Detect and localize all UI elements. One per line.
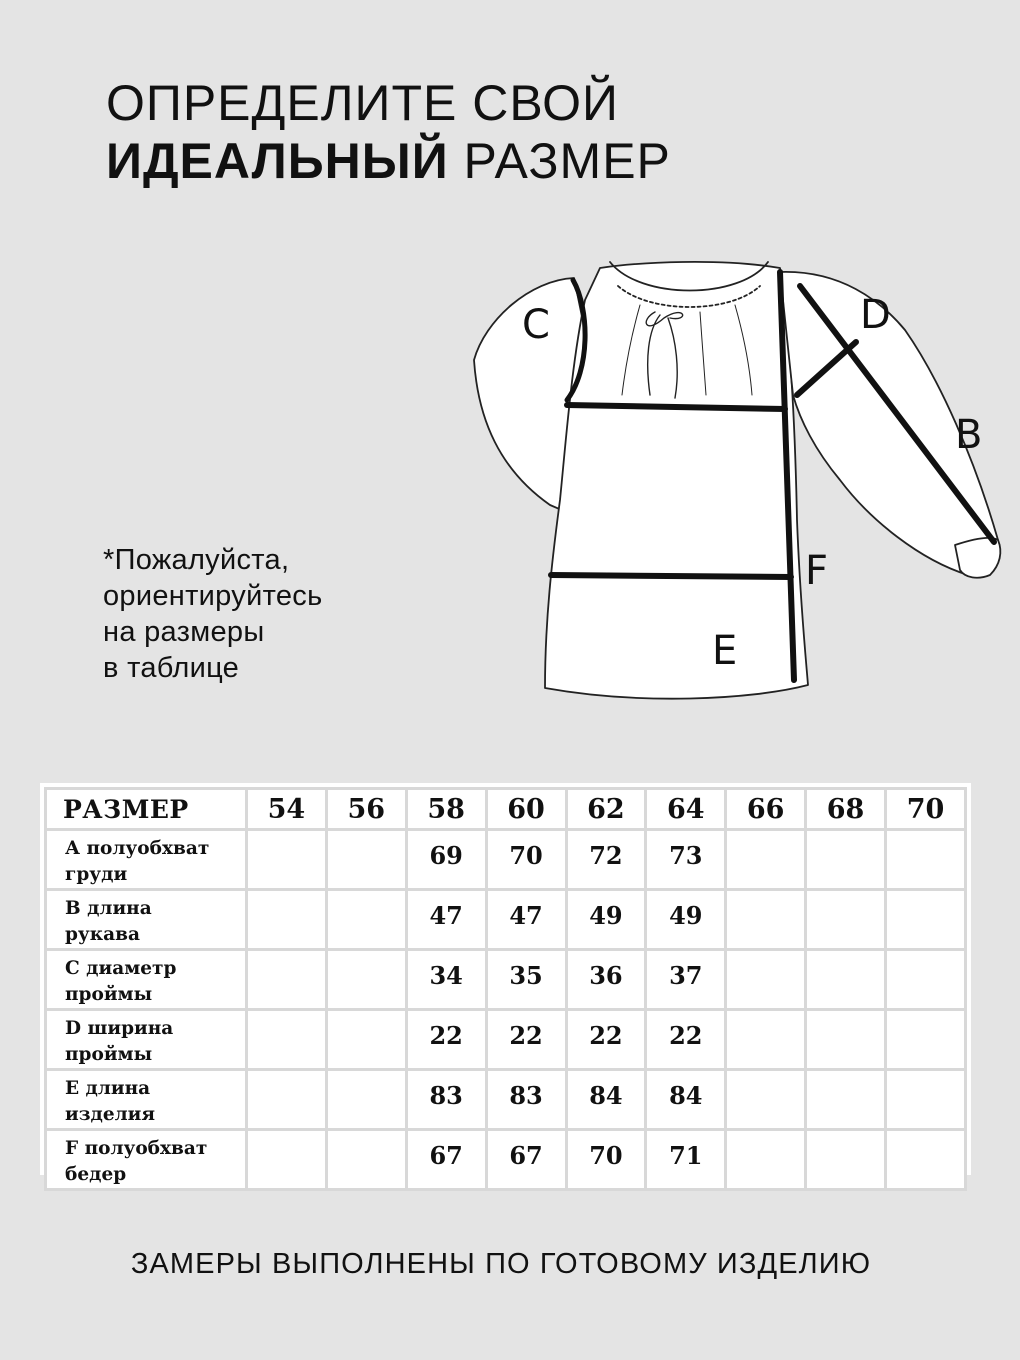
table-cell: 83 [408,1071,485,1128]
table-row [47,951,964,1008]
measurement-label-line: Е длина [65,1078,151,1099]
note-line: *Пожалуйста, [103,544,290,576]
table-cell [248,1011,325,1068]
table-cell: 49 [568,891,645,948]
table-cell: 37 [647,951,724,1008]
measurement-label-line: А полуобхват [65,838,210,859]
table-cell [328,1071,405,1128]
measurement-label-line: С диаметр [65,958,177,979]
label-f: F [805,548,829,594]
sizing-note [103,542,403,686]
label-d: D [860,292,891,338]
table-cell [248,1071,325,1128]
table-cell [248,1131,325,1188]
table-cell: 36 [568,951,645,1008]
table-cell [328,891,405,948]
table-cell [887,891,964,948]
size-col-header: 64 [647,790,724,828]
size-table-body [47,831,964,1188]
measurement-label-line: груди [65,864,128,885]
label-e: E [712,628,738,674]
table-cell: 67 [488,1131,565,1188]
table-cell [248,831,325,888]
table-cell [887,1131,964,1188]
table-cell [727,1011,804,1068]
size-header-row [47,790,964,828]
table-cell [887,1071,964,1128]
table-cell [887,1011,964,1068]
table-cell: 72 [568,831,645,888]
size-col-header: 62 [568,790,645,828]
measurement-label-line: рукава [65,924,140,945]
table-cell: 34 [408,951,485,1008]
measurement-label [47,1131,245,1188]
table-cell [807,951,884,1008]
blouse-measurement-diagram [460,245,1020,715]
table-cell [887,831,964,888]
size-col-header: 66 [727,790,804,828]
footer-note: ЗАМЕРЫ ВЫПОЛНЕНЫ ПО ГОТОВОМУ ИЗДЕЛИЮ [130,1248,872,1280]
table-cell: 49 [647,891,724,948]
size-col-header: 68 [807,790,884,828]
table-cell [727,1071,804,1128]
table-cell [807,1071,884,1128]
note-line: в таблице [103,652,240,684]
note-line: ориентируйтесь [103,580,323,612]
table-cell [807,831,884,888]
label-c: C [522,302,550,348]
table-cell: 70 [488,831,565,888]
measurement-label [47,891,245,948]
table-cell [887,951,964,1008]
hip-line-f [551,575,791,577]
chest-line-a [567,405,785,409]
table-cell [328,951,405,1008]
table-cell: 22 [568,1011,645,1068]
table-cell [328,1131,405,1188]
table-cell [727,1131,804,1188]
table-cell [248,951,325,1008]
table-cell: 35 [488,951,565,1008]
note-line: на размеры [103,616,265,648]
table-cell: 47 [408,891,485,948]
measurement-label-line: изделия [65,1104,156,1125]
table-cell: 73 [647,831,724,888]
size-col-header: 70 [887,790,964,828]
table-cell: 69 [408,831,485,888]
table-cell: 71 [647,1131,724,1188]
title-rest: РАЗМЕР [448,133,671,189]
title-bold-word: ИДЕАЛЬНЫЙ [106,133,449,189]
size-col-header: 58 [408,790,485,828]
size-table [44,787,967,1191]
title-line-1: ОПРЕДЕЛИТЕ СВОЙ [106,75,619,131]
size-col-header: 54 [248,790,325,828]
table-cell [328,1011,405,1068]
measurement-label-line: проймы [65,1044,153,1065]
table-cell [248,891,325,948]
table-cell [807,891,884,948]
table-cell: 47 [488,891,565,948]
table-row [47,1131,964,1188]
table-cell [727,951,804,1008]
size-col-header: 60 [488,790,565,828]
table-cell [328,831,405,888]
table-row [47,831,964,888]
table-cell: 84 [647,1071,724,1128]
label-b: B [955,412,983,458]
table-cell: 83 [488,1071,565,1128]
table-cell: 22 [408,1011,485,1068]
table-cell: 22 [647,1011,724,1068]
table-cell [727,891,804,948]
table-cell: 84 [568,1071,645,1128]
measurement-label [47,831,245,888]
size-header-label: РАЗМЕР [47,790,245,828]
table-row [47,1011,964,1068]
table-cell [727,831,804,888]
table-cell: 67 [408,1131,485,1188]
page-title [106,74,671,190]
table-cell: 22 [488,1011,565,1068]
table-cell [807,1131,884,1188]
table-cell [807,1011,884,1068]
measurement-label-line: D ширина [65,1018,174,1039]
title-line-2 [106,132,671,190]
table-row [47,891,964,948]
table-cell: 70 [568,1131,645,1188]
measurement-label-line: В длина [65,898,152,919]
measurement-label-line: бедер [65,1164,127,1185]
measurement-label-line: F полуобхват [65,1138,208,1159]
size-table-container [40,783,971,1185]
measurement-label [47,951,245,1008]
table-row [47,1071,964,1128]
measurement-label-line: проймы [65,984,153,1005]
size-col-header: 56 [328,790,405,828]
measurement-label [47,1071,245,1128]
measurement-label [47,1011,245,1068]
